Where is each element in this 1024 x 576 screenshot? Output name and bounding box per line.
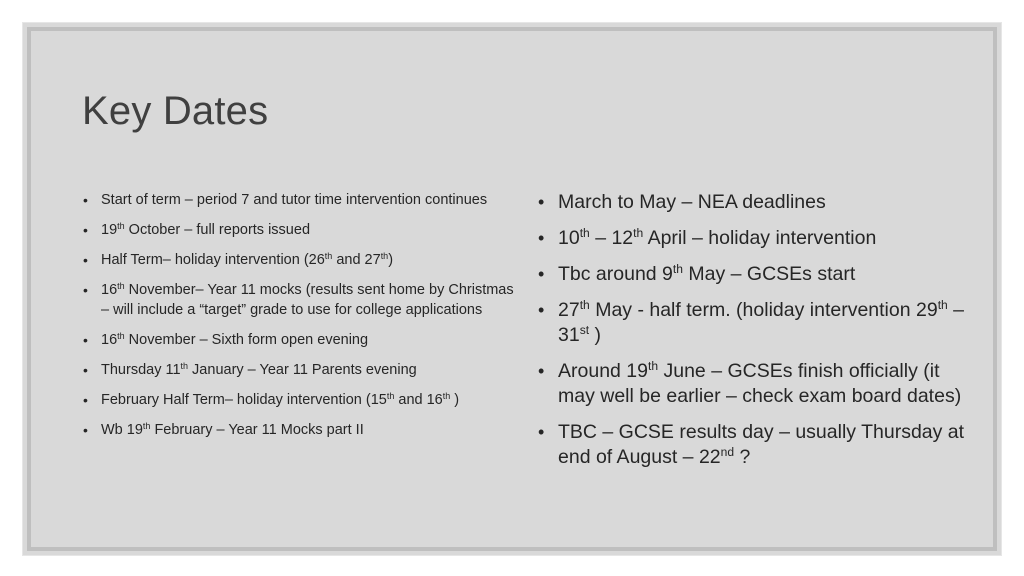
- list-item: • TBC – GCSE results day – usually Thursday at end of August – 22nd ?: [536, 420, 976, 470]
- slide-frame: [22, 22, 1002, 556]
- superscript: th: [117, 331, 125, 342]
- superscript: th: [442, 391, 451, 402]
- superscript: th: [142, 421, 151, 432]
- superscript: th: [579, 298, 590, 313]
- list-item: • February Half Term– holiday intervention (15th and 16th ): [81, 390, 521, 410]
- list-item: • March to May – NEA deadlines: [536, 190, 976, 215]
- list-item: • Around 19th June – GCSEs finish officially (it may well be earlier – check exam board dates): [536, 359, 976, 409]
- superscript: th: [633, 226, 644, 241]
- superscript: nd: [720, 445, 735, 460]
- superscript: th: [324, 251, 333, 262]
- superscript: th: [180, 361, 189, 372]
- list-item: • Start of term – period 7 and tutor time intervention continues: [81, 190, 521, 210]
- list-item: • 16th November – Sixth form open evening: [81, 330, 521, 350]
- superscript: th: [937, 298, 948, 313]
- list-item: • Wb 19th February – Year 11 Mocks part II: [81, 420, 521, 440]
- superscript: th: [380, 251, 389, 262]
- list-item: • Tbc around 9th May – GCSEs start: [536, 262, 976, 287]
- list-item: • Half Term– holiday intervention (26th and 27th): [81, 250, 521, 270]
- list-item: • 27th May - half term. (holiday intervention 29th – 31st ): [536, 298, 976, 348]
- superscript: th: [579, 226, 590, 241]
- list-item: • Thursday 11th January – Year 11 Parents evening: [81, 360, 521, 380]
- superscript: th: [648, 359, 659, 374]
- superscript: th: [117, 281, 125, 292]
- right-key-dates-list: [536, 190, 976, 481]
- left-key-dates-list: [81, 190, 521, 450]
- list-item: • 19th October – full reports issued: [81, 220, 521, 240]
- superscript: th: [117, 221, 125, 232]
- superscript: th: [386, 391, 395, 402]
- superscript: st: [579, 323, 590, 338]
- list-item: • 10th – 12th April – holiday intervention: [536, 226, 976, 251]
- slide-canvas: [27, 27, 997, 551]
- list-item: • 16th November– Year 11 mocks (results sent home by Christmas – will include a “target” grade to use for college applications: [81, 280, 521, 320]
- superscript: th: [672, 262, 683, 277]
- slide-title: Key Dates: [82, 89, 269, 133]
